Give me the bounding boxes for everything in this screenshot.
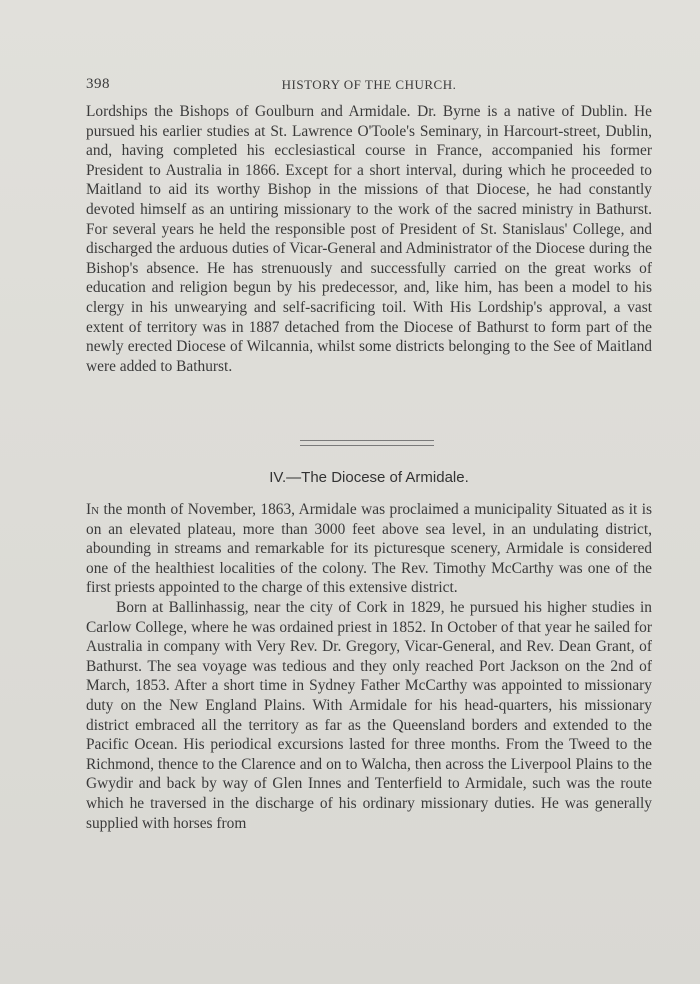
- section-paragraph-1: [86, 500, 652, 598]
- section-body: [86, 500, 652, 833]
- running-head: HISTORY OF THE CHURCH.: [281, 77, 457, 92]
- continuation-paragraph-text: Lordships the Bishops of Goulburn and Armidale. Dr. Byrne is a native of Dublin. He pursued his earlier studies at St. Lawrence O'Toole's Seminary, in Harcourt-street, Dublin, and, having completed his ecclesiastical course in France, accompanied his former President to Australia in 1866. Except for a short interval, during which he proceeded to Maitland to aid its worthy Bishop in the missions of that Diocese, he had constantly devoted himself as an untiring missionary to the work of the sacred ministry in Bathurst. For several years he held the responsible post of President of St. Stanislaus' College, and discharged the arduous duties of Vicar-General and Administrator of the Diocese during the Bishop's absence. He has strenuously and successfully carried on the great works of education and religion begun by his predecessor, and, like him, has been a model to his clergy in his unwearying and self-sacrificing toil. With His Lordship's approval, a vast extent of territory was in 1887 detached from the Diocese of Bathurst to form part of the newly erected Diocese of Wilcannia, whilst some districts belonging to the See of Maitland were added to Bathurst.: [86, 103, 652, 375]
- page-header: [86, 76, 652, 96]
- section-paragraph-2: Born at Ballinhassig, near the city of Cork in 1829, he pursued his higher studies in Carlow College, where he was ordained priest in 1852. In October of that year he sailed for Australia in company with Very Rev. Dr. Gregory, Vicar-General, and Rev. Dean Grant, of Bathurst. The sea voyage was tedious and they only reached Port Jackson on the 2nd of March, 1853. After a short time in Sydney Father McCarthy was appointed to missionary duty on the New England Plains. With Armidale for his head-quarters, his missionary district embraced all the territory as far as the Queensland borders and extended to the Pacific Ocean. His periodical excursions lasted for three months. From the Tweed to the Richmond, thence to the Clarence and on to Walcha, then across the Liverpool Plains to the Gwydir and back by way of Glen Innes and Tenterfield to Armidale, such was the route which he traversed in the discharge of his ordinary missionary duties. He was generally supplied with horses from: [86, 598, 652, 832]
- section-paragraph-1-text: the month of November, 1863, Armidale was proclaimed a municipality Situated as it is on an elevated plateau, more than 3000 feet above sea level, in an undulating district, abounding in streams and remarkable for its picturesque scenery, Armidale is considered one of the healthiest localities of the colony. The Rev. Timothy McCarthy was one of the first priests appointed to the charge of this extensive district.: [86, 501, 652, 597]
- section-divider: [300, 440, 434, 446]
- continuation-paragraph: [86, 102, 652, 376]
- section-paragraph-1-first-word: In: [86, 501, 100, 518]
- section-heading: IV.—The Diocese of Armidale.: [269, 469, 469, 486]
- page-number: 398: [86, 76, 110, 92]
